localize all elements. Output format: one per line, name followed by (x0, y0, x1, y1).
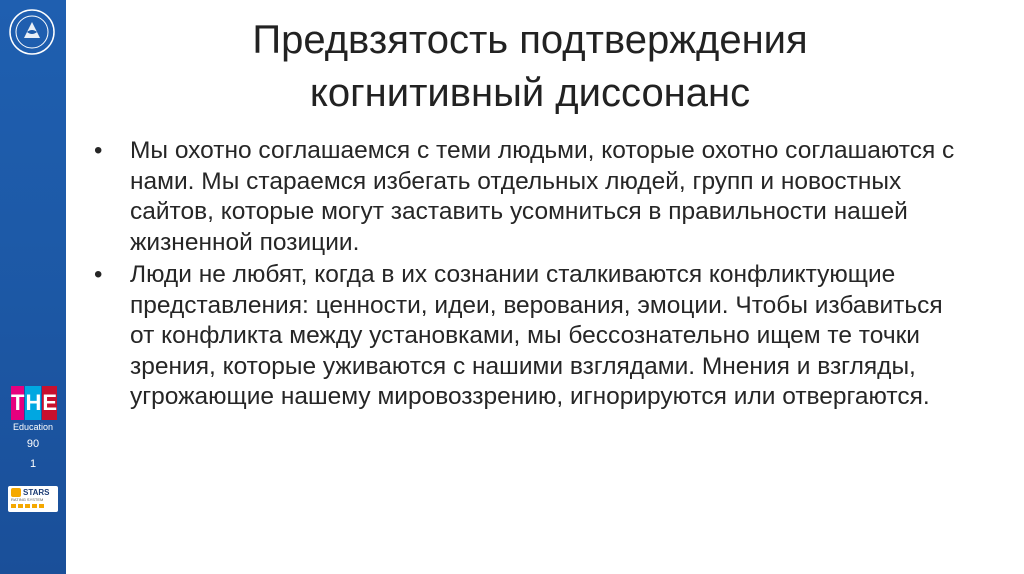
rank-number-bottom: 1 (29, 458, 37, 470)
bullet-text: Мы охотно соглашаемся с теми людьми, которые охотно соглашаются с нами. Мы стараемся избегать отдельных людей, групп и новостных сайтов, которые могут заставить усомниться в правильности нашей жизненной позиции. (130, 137, 955, 256)
the-subtitle: Education (12, 422, 54, 432)
stars-label: STARS (23, 487, 50, 497)
sidebar-band (0, 0, 66, 574)
the-letter-h: H (25, 386, 41, 420)
bullet-text: Люди не любят, когда в их сознании сталкиваются конфликтующие представления: ценности, идеи, верования, эмоции. Чтобы избавиться от конфликта между установками, мы бессознательно ищем те точки зрения, которые уживаются с нашими взглядами. Мнения и взгляды, угрожающие нашему мировоззрению, игнорируются или отвергаются. (130, 261, 943, 410)
bullet-list (92, 136, 972, 415)
university-crest-icon (8, 8, 56, 56)
the-letter-t: T (11, 386, 24, 420)
bullet-item (92, 260, 972, 413)
stars-logo-icon (11, 488, 21, 497)
bullet-item (92, 136, 972, 258)
the-ranking-logo (11, 386, 58, 432)
bullet-dot-icon: • (94, 261, 103, 288)
bullet-dot-icon: • (94, 137, 103, 164)
the-letter-e: E (42, 386, 57, 420)
slide-title-line-1: Предвзятость подтверждения (252, 18, 808, 62)
stars-caption: RATING SYSTEM (11, 497, 44, 502)
stars-dots (11, 504, 55, 508)
the-letters (11, 386, 58, 420)
slide-title (130, 14, 930, 120)
rank-number-top: 90 (26, 438, 40, 450)
slide-title-line-2: когнитивный диссонанс (309, 71, 751, 115)
stars-rating-badge (8, 486, 58, 512)
